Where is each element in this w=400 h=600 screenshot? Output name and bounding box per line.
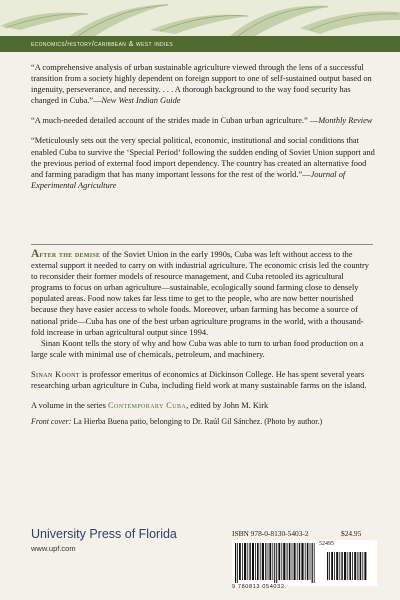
series-before: A volume in the series [31, 401, 108, 411]
quote-text: “Meticulously sets out the very special political, economic, institutional and social conditions that enabled Cuba to survive the ‘Special Period’ following the sudden ending of Soviet Union support and the previous period of external food import dependency. The country has created an alternative food and farming paradigm that has many important lessons for the rest of the world.”— [31, 136, 375, 179]
barcode-icon [232, 540, 377, 586]
series-note [31, 400, 375, 411]
palm-leaf-illustration [0, 0, 400, 36]
quote-source: Monthly Review [318, 116, 373, 126]
author-name: Sinan Koont [31, 369, 80, 379]
price-code: 52495 [319, 541, 334, 547]
quote-1 [31, 62, 375, 106]
description-paragraph [31, 249, 375, 338]
quote-2 [31, 115, 375, 126]
cover-credit-text: La Hierba Buena patio, belonging to Dr. Raúl Gil Sánchez. (Photo by author.) [71, 417, 323, 427]
series-name: Contemporary Cuba [108, 401, 187, 411]
publisher-name: University Press of Florida [31, 527, 177, 541]
barcode-digits: 9 780813 054032 [232, 584, 285, 590]
drop-letter: A [31, 248, 40, 260]
description-text: of the Soviet Union in the early 1990s, Cuba was left without access to the external support it needed to carry on with industrial agriculture. The economic crisis led the country to reconsider their former models of resource management, and Cuba retooled its agricultural programs to focus on urban agriculture—sustainable, ecologically sound farming close to densely populated areas. Food now takes far less time to get to the people, who are now better nourished because they have easier access to whole foods. Moreover, urban farming has become a source of national pride—Cuba has one of the best urban agriculture programs in the world, with a thousand-fold increase in urban agricultural output since 1994. [31, 250, 369, 337]
publisher-url: www.upf.com [31, 544, 76, 553]
divider [31, 244, 373, 245]
quote-source: Journal of Experimental Agriculture [31, 169, 346, 190]
isbn: ISBN 978-0-8130-5403-2 [232, 529, 309, 538]
palm-leaf-banner [0, 0, 400, 36]
quote-3 [31, 135, 375, 190]
cover-credit [31, 417, 375, 428]
price: $24.95 [341, 529, 362, 538]
quote-source: New West Indian Guide [101, 96, 181, 106]
review-quotes [31, 62, 375, 200]
series-after: , edited by John M. Kirk [186, 401, 269, 411]
book-description [31, 249, 375, 428]
author-bio [31, 369, 375, 391]
quote-text: “A comprehensive analysis of urban sustainable agriculture viewed through the lens of a successful transition from a society highly dependent on foreign support to one of self-sustained output based on ingenuity, perseverance, and necessity. . . . A thorough background to the way food security has changed in Cuba.”— [31, 63, 372, 106]
lead-in: fter the demise [39, 250, 101, 259]
description-paragraph-2: Sinan Koont tells the story of why and how Cuba was able to turn to urban food production on a large scale with minimal use of chemicals, petroleum, and machinery. [31, 338, 364, 359]
quote-text: “A much-needed detailed account of the strides made in Cuban urban agriculture.” — [31, 116, 319, 126]
bio-text: is professor emeritus of economics at Dickinson College. He has spent several years researching urban agriculture in Cuba, including field work at many sustainable farms on the island. [31, 369, 367, 391]
cover-credit-label: Front cover: [31, 417, 72, 427]
category-label: economics/history/caribbean & west indies [31, 39, 174, 48]
